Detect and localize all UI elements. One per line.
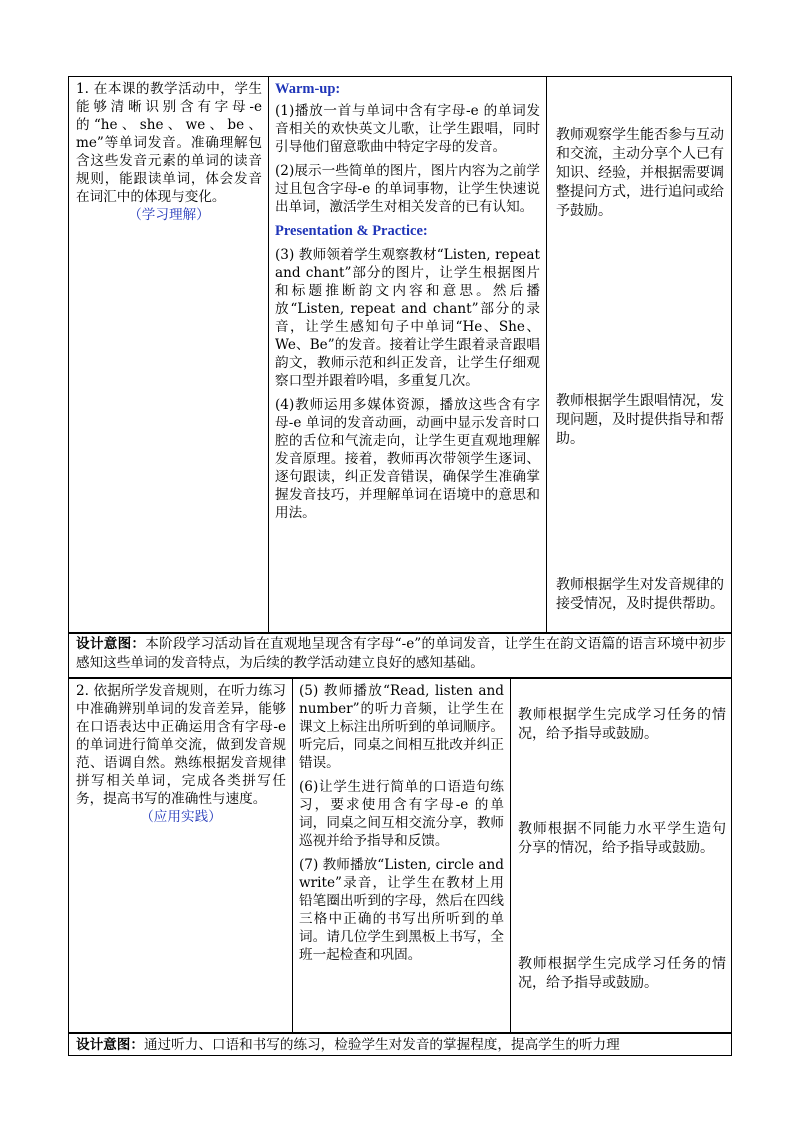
activity-step-5: (5) 教师播放“Read, listen and number”的听力音频，让学生在课文上标注出所听到的单词顺序。听完后，同桌之间相互批改并纠正错误。 bbox=[299, 683, 504, 771]
objective-tag-2: （应用实践） bbox=[140, 809, 222, 825]
assessment-2-3: 教师根据学生完成学习任务的情况，给予指导或鼓励。 bbox=[518, 956, 726, 991]
activity-cell-1 bbox=[275, 80, 540, 522]
assessment-1-1: 教师观察学生能否参与互动和交流，主动分享个人已有知识、经验，并根据需要调整提问方式，进行追问或给予鼓励。 bbox=[556, 127, 724, 219]
row-line-design2-top bbox=[68, 1032, 732, 1034]
assessment-2-2: 教师根据不同能力水平学生造句分享的情况，给予指导或鼓励。 bbox=[518, 821, 726, 856]
col-line-2-sec1 bbox=[546, 76, 547, 632]
design-text-2: 通过听力、口语和书写的练习，检验学生对发音的掌握程度，提高学生的听力理 bbox=[143, 1037, 620, 1053]
objective-text-1: 1. 在本课的教学活动中，学生能够清晰识别含有字母-e 的“he、she、we、be、me”等单词发音。准确理解包含这些发音元素的单词的读音规则，能跟读单词，体会发音在词汇中的体现与变化。 bbox=[76, 81, 262, 205]
warmup-heading: Warm-up: bbox=[275, 81, 341, 97]
activity-step-6: (6)让学生进行简单的口语造句练习，要求使用含有字母-e 的单词，同桌之间互相交流分享，教师巡视并给予指导和反馈。 bbox=[299, 779, 504, 849]
col-line-1-sec2 bbox=[292, 678, 293, 1032]
assessment-1-2: 教师根据学生跟唱情况，发现问题，及时提供指导和帮助。 bbox=[556, 393, 724, 447]
activity-cell-2 bbox=[299, 682, 504, 964]
design-intent-1 bbox=[76, 635, 726, 673]
design-label-2: 设计意图： bbox=[76, 1037, 144, 1053]
activity-step-7: (7) 教师播放“Listen, circle and write”录音，让学生在教材上用铅笔圈出听到的字母，然后在四线三格中正确的书写出所听到的单词。请几位学生到黑板上书写，全班一起检查和巩固。 bbox=[299, 857, 504, 963]
row-line-design1-bottom bbox=[68, 677, 732, 679]
activity-step-3: (3) 教师领着学生观察教材“Listen, repeat and chant”部分的图片，让学生根据图片和标题推断韵文内容和意思。然后播放“Listen, repeat and chant”部分的录音，让学生感知句子中单词“He、She、We、Be”的发音。接着让学生跟着录音跟唱韵文，教师示范和纠正发音，让学生仔细观察口型并跟着吟唱，多重复几次。 bbox=[275, 247, 540, 389]
row-line-design1-top bbox=[68, 632, 732, 634]
objective-tag-1: （学习理解） bbox=[128, 207, 210, 223]
activity-step-2: (2)展示一些简单的图片，图片内容为之前学过且包含字母-e 的单词事物，让学生快速说出单词，激活学生对相关发音的已有认知。 bbox=[275, 163, 540, 215]
assessment-1-3: 教师根据学生对发音规律的接受情况，及时提供帮助。 bbox=[556, 577, 724, 612]
design-text-1: 本阶段学习活动旨在直观地呈现含有字母“-e”的单词发音，让学生在韵文语篇的语言环境中初步感知这些单词的发音特点，为后续的教学活动建立良好的感知基础。 bbox=[76, 636, 726, 671]
col-line-2-sec2 bbox=[510, 678, 511, 1032]
design-intent-2 bbox=[76, 1036, 726, 1055]
objective-cell-2 bbox=[76, 682, 286, 826]
activity-step-1: (1)播放一首与单词中含有字母-e 的单词发音相关的欢快英文儿歌，让学生跟唱，同时引导他们留意歌曲中特定字母的发音。 bbox=[275, 103, 540, 155]
design-label-1: 设计意图： bbox=[76, 636, 146, 652]
col-line-1-sec1 bbox=[268, 76, 269, 632]
presentation-heading: Presentation & Practice: bbox=[275, 223, 428, 239]
objective-text-2: 2. 依据所学发音规则，在听力练习中准确辨别单词的发音差异，能够在口语表达中正确运用含有字母-e 的单词进行简单交流，做到发音规范、语调自然。熟练根据发音规律拼写相关单词，完成各类拼写任务，提高书写的准确性与速度。 bbox=[76, 683, 286, 807]
objective-cell-1 bbox=[76, 80, 262, 224]
assessment-2-1: 教师根据学生完成学习任务的情况，给予指导或鼓励。 bbox=[518, 707, 726, 742]
activity-step-4: (4)教师运用多媒体资源，播放这些含有字母-e 单词的发音动画，动画中显示发音时口腔的舌位和气流走向，让学生更直观地理解发音原理。接着，教师再次带领学生逐词、逐句跟读，纠正发音错误，确保学生准确掌握发音技巧，并理解单词在语境中的意思和用法。 bbox=[275, 397, 540, 521]
